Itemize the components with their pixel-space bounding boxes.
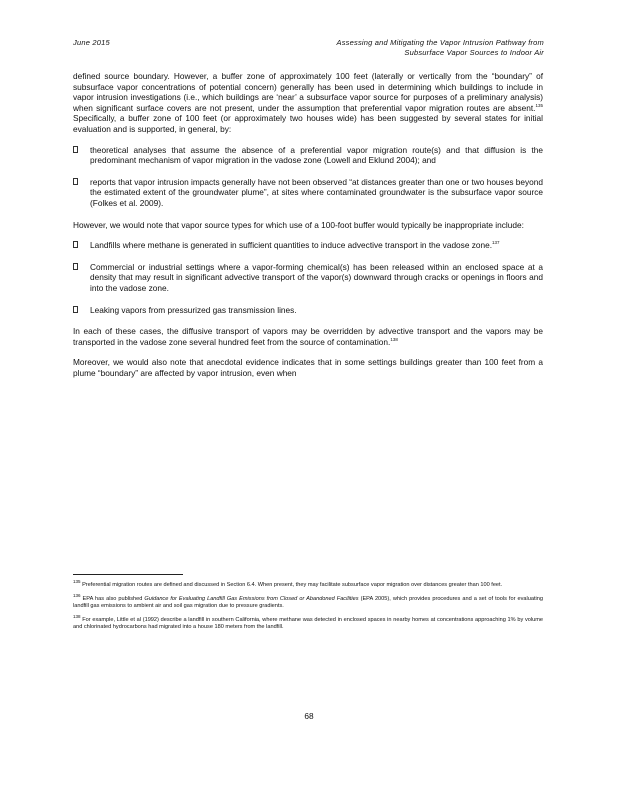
- list-item-text: reports that vapor intrusion impacts generally have not been observed “at distances greater than one or two houses beyond the estimated extent of the groundwater plume”, at sites where contaminated groundwater is the subsurface vapor source (Folkes et al. 2009).: [90, 176, 543, 208]
- footnote-138: [73, 613, 543, 632]
- list-item: [73, 145, 543, 166]
- footnote-135: [73, 579, 543, 590]
- bullet-marker: [73, 306, 78, 313]
- bullet-marker: [73, 241, 78, 248]
- body-text: [73, 71, 543, 388]
- list-item: [73, 305, 543, 316]
- list-item-text: Landfills where methane is generated in sufficient quantities to induce advective transport in the vadose zone.: [90, 240, 493, 251]
- footnote-ref-138: 138: [390, 336, 398, 342]
- header-date: June 2015: [73, 38, 110, 47]
- footnote-ref-137: 137: [492, 240, 500, 246]
- bullet-list-2: [73, 240, 543, 315]
- list-item-text: Commercial or industrial settings where a vapor-forming chemical(s) has been released within an enclosed space at a density that may result in significant advective transport of the vapor(s) downward through cracks or openings in floors and into the vadose zone.: [90, 261, 543, 293]
- footnote-text: EPA has also published: [80, 595, 145, 602]
- paragraph-1-text-a: defined source boundary. However, a buffer zone of approximately 100 feet (laterally or vertically from the “boundary” of subsurface vapor concentrations of potential concern) generally has been used in determining which buildings to include in vapor intrusion investigations (i.e., which buildings are ‘near’ a subsurface vapor source for purposes of a preliminary analysis) when significant surface covers are not present, under the assumption that preferential vapor migration routes are absent.: [73, 71, 543, 113]
- footnote-text: Preferential migration routes are defined and discussed in Section 6.4. When present, they may facilitate subsurface vapor migration over distances greater than 100 feet.: [80, 582, 503, 588]
- bullet-marker: [73, 146, 78, 153]
- list-item: [73, 262, 543, 294]
- paragraph-1: [73, 71, 543, 135]
- footnote-number: 135: [73, 579, 81, 585]
- footnote-number: 136: [73, 592, 81, 598]
- footnote-text: For example, Little et al (1992) describe a landfill in southern California, where methane was detected in enclosed spaces in nearby homes at concentrations approaching 1% by volume and chlorinated hydrocarbons had migrated into a house 180 meters from the landfill.: [73, 616, 543, 631]
- paragraph-4: Moreover, we would also note that anecdotal evidence indicates that in some settings buildings greater than 100 feet from a plume “boundary” are affected by vapor intrusion, even when: [73, 357, 543, 378]
- header-title-line-2: Subsurface Vapor Sources to Indoor Air: [404, 48, 544, 57]
- footnote-number: 138: [73, 613, 81, 619]
- list-item-text: Leaking vapors from pressurized gas transmission lines.: [90, 304, 297, 315]
- header-title: [244, 38, 544, 58]
- paragraph-3: [73, 326, 543, 347]
- footnote-text: (EPA 2005), which provides procedures and a set of tools for evaluating landfill gas emissions to ambient air and soil gas migration due to pressure gradients.: [73, 595, 543, 610]
- bullet-list-1: [73, 145, 543, 209]
- footnotes: [73, 579, 543, 638]
- paragraph-1-text-b: Specifically, a buffer zone of 100 feet (or approximately two houses wide) has been suggested by several states for initial evaluation and is supported, in general, by:: [73, 113, 543, 134]
- footnote-136: [73, 592, 543, 611]
- bullet-marker: [73, 178, 78, 185]
- list-item: [73, 240, 543, 251]
- paragraph-2: However, we would note that vapor source types for which use of a 100-foot buffer would typically be inappropriate include:: [73, 219, 524, 230]
- list-item-text: theoretical analyses that assume the absence of a preferential vapor migration route(s) and that diffusion is the predominant mechanism of vapor migration in the vadose zone (Lowell and Eklund 2004); and: [90, 144, 543, 166]
- header-title-line-1: Assessing and Mitigating the Vapor Intrusion Pathway from: [336, 38, 544, 47]
- footnote-ref-135: 135: [535, 103, 543, 109]
- bullet-marker: [73, 263, 78, 270]
- footnote-cited-title: Guidance for Evaluating Landfill Gas Emissions from Closed or Abandoned Facilities: [144, 595, 359, 602]
- list-item: [73, 177, 543, 209]
- footnote-separator: [73, 574, 183, 575]
- page-number: 68: [304, 711, 314, 721]
- paragraph-3-text: In each of these cases, the diffusive transport of vapors may be overridden by advective transport and the vapors may be transported in the vadose zone several hundred feet from the source of contamination.: [73, 326, 543, 347]
